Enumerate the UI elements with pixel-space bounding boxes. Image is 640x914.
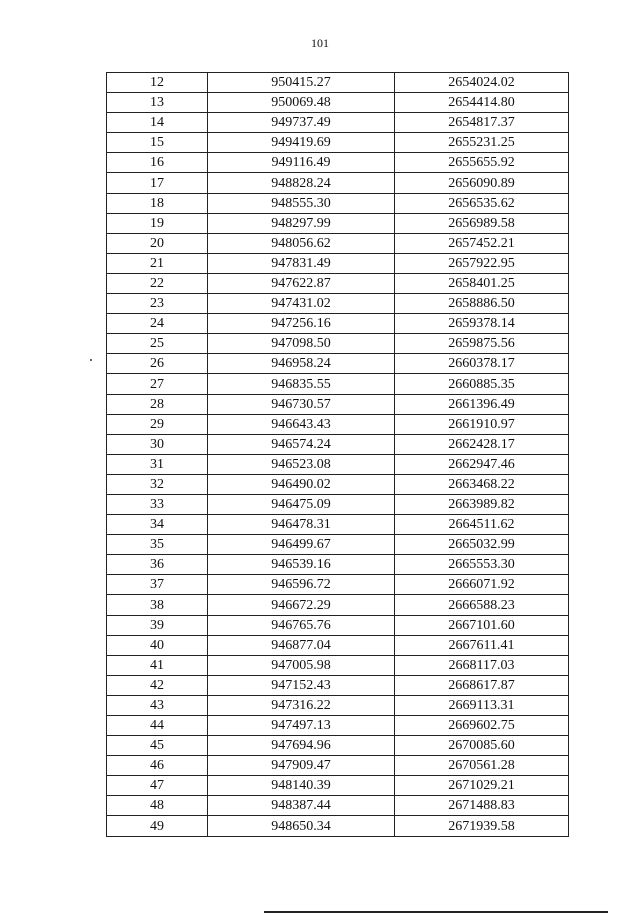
- y-coordinate-cell: 2666071.92: [395, 575, 569, 595]
- table-row: [107, 133, 569, 153]
- point-number-cell: 33: [107, 494, 208, 514]
- bottom-rule: [264, 911, 608, 913]
- table-row: [107, 655, 569, 675]
- point-number-cell: 44: [107, 716, 208, 736]
- table-row: [107, 93, 569, 113]
- y-coordinate-cell: 2671939.58: [395, 816, 569, 836]
- x-coordinate-cell: 946730.57: [208, 394, 395, 414]
- x-coordinate-cell: 948297.99: [208, 213, 395, 233]
- point-number-cell: 42: [107, 675, 208, 695]
- table-row: [107, 454, 569, 474]
- table-row: [107, 635, 569, 655]
- x-coordinate-cell: 947831.49: [208, 253, 395, 273]
- table-row: [107, 73, 569, 93]
- x-coordinate-cell: 947256.16: [208, 314, 395, 334]
- y-coordinate-cell: 2659378.14: [395, 314, 569, 334]
- y-coordinate-cell: 2661910.97: [395, 414, 569, 434]
- x-coordinate-cell: 949737.49: [208, 113, 395, 133]
- point-number-cell: 48: [107, 796, 208, 816]
- table-row: [107, 434, 569, 454]
- x-coordinate-cell: 946539.16: [208, 555, 395, 575]
- table-row: [107, 394, 569, 414]
- x-coordinate-cell: 947694.96: [208, 736, 395, 756]
- y-coordinate-cell: 2663989.82: [395, 494, 569, 514]
- point-number-cell: 19: [107, 213, 208, 233]
- y-coordinate-cell: 2660378.17: [395, 354, 569, 374]
- y-coordinate-cell: 2667611.41: [395, 635, 569, 655]
- point-number-cell: 12: [107, 73, 208, 93]
- y-coordinate-cell: 2661396.49: [395, 394, 569, 414]
- point-number-cell: 15: [107, 133, 208, 153]
- y-coordinate-cell: 2671488.83: [395, 796, 569, 816]
- x-coordinate-cell: 946490.02: [208, 474, 395, 494]
- point-number-cell: 16: [107, 153, 208, 173]
- x-coordinate-cell: 946596.72: [208, 575, 395, 595]
- x-coordinate-cell: 948387.44: [208, 796, 395, 816]
- y-coordinate-cell: 2666588.23: [395, 595, 569, 615]
- y-coordinate-cell: 2659875.56: [395, 334, 569, 354]
- table-row: [107, 776, 569, 796]
- x-coordinate-cell: 947497.13: [208, 716, 395, 736]
- y-coordinate-cell: 2656535.62: [395, 193, 569, 213]
- table-row: [107, 494, 569, 514]
- point-number-cell: 40: [107, 635, 208, 655]
- y-coordinate-cell: 2665032.99: [395, 535, 569, 555]
- table-row: [107, 816, 569, 836]
- table-row: [107, 153, 569, 173]
- y-coordinate-cell: 2656989.58: [395, 213, 569, 233]
- table-row: [107, 374, 569, 394]
- y-coordinate-cell: 2668117.03: [395, 655, 569, 675]
- point-number-cell: 36: [107, 555, 208, 575]
- x-coordinate-cell: 946499.67: [208, 535, 395, 555]
- x-coordinate-cell: 946672.29: [208, 595, 395, 615]
- page-number: 101: [311, 36, 329, 50]
- y-coordinate-cell: 2663468.22: [395, 474, 569, 494]
- x-coordinate-cell: 946475.09: [208, 494, 395, 514]
- y-coordinate-cell: 2668617.87: [395, 675, 569, 695]
- x-coordinate-cell: 948828.24: [208, 173, 395, 193]
- point-number-cell: 35: [107, 535, 208, 555]
- table-row: [107, 173, 569, 193]
- y-coordinate-cell: 2670561.28: [395, 756, 569, 776]
- point-number-cell: 18: [107, 193, 208, 213]
- y-coordinate-cell: 2662947.46: [395, 454, 569, 474]
- table-row: [107, 193, 569, 213]
- x-coordinate-cell: 948140.39: [208, 776, 395, 796]
- x-coordinate-cell: 950069.48: [208, 93, 395, 113]
- table-row: [107, 515, 569, 535]
- y-coordinate-cell: 2662428.17: [395, 434, 569, 454]
- y-coordinate-cell: 2669602.75: [395, 716, 569, 736]
- table-row: [107, 736, 569, 756]
- y-coordinate-cell: 2654817.37: [395, 113, 569, 133]
- point-number-cell: 43: [107, 695, 208, 715]
- table-row: [107, 575, 569, 595]
- y-coordinate-cell: 2670085.60: [395, 736, 569, 756]
- table-row: [107, 253, 569, 273]
- point-number-cell: 20: [107, 233, 208, 253]
- point-number-cell: 27: [107, 374, 208, 394]
- table-row: [107, 756, 569, 776]
- point-number-cell: 47: [107, 776, 208, 796]
- point-number-cell: 24: [107, 314, 208, 334]
- point-number-cell: 17: [107, 173, 208, 193]
- table-row: [107, 294, 569, 314]
- point-number-cell: 39: [107, 615, 208, 635]
- y-coordinate-cell: 2654414.80: [395, 93, 569, 113]
- table-row: [107, 675, 569, 695]
- point-number-cell: 32: [107, 474, 208, 494]
- x-coordinate-cell: 947431.02: [208, 294, 395, 314]
- coordinate-table-body: [107, 73, 569, 837]
- y-coordinate-cell: 2658886.50: [395, 294, 569, 314]
- y-coordinate-cell: 2671029.21: [395, 776, 569, 796]
- scan-speck: [90, 359, 92, 361]
- x-coordinate-cell: 946643.43: [208, 414, 395, 434]
- y-coordinate-cell: 2669113.31: [395, 695, 569, 715]
- x-coordinate-cell: 946574.24: [208, 434, 395, 454]
- point-number-cell: 26: [107, 354, 208, 374]
- table-row: [107, 555, 569, 575]
- table-row: [107, 695, 569, 715]
- x-coordinate-cell: 946958.24: [208, 354, 395, 374]
- table-row: [107, 595, 569, 615]
- y-coordinate-cell: 2658401.25: [395, 273, 569, 293]
- point-number-cell: 22: [107, 273, 208, 293]
- x-coordinate-cell: 948555.30: [208, 193, 395, 213]
- y-coordinate-cell: 2655655.92: [395, 153, 569, 173]
- table-row: [107, 113, 569, 133]
- point-number-cell: 45: [107, 736, 208, 756]
- table-row: [107, 615, 569, 635]
- y-coordinate-cell: 2655231.25: [395, 133, 569, 153]
- table-row: [107, 716, 569, 736]
- x-coordinate-cell: 947005.98: [208, 655, 395, 675]
- x-coordinate-cell: 948056.62: [208, 233, 395, 253]
- y-coordinate-cell: 2665553.30: [395, 555, 569, 575]
- table-row: [107, 535, 569, 555]
- y-coordinate-cell: 2660885.35: [395, 374, 569, 394]
- y-coordinate-cell: 2656090.89: [395, 173, 569, 193]
- point-number-cell: 41: [107, 655, 208, 675]
- table-row: [107, 474, 569, 494]
- table-row: [107, 213, 569, 233]
- point-number-cell: 46: [107, 756, 208, 776]
- x-coordinate-cell: 947152.43: [208, 675, 395, 695]
- point-number-cell: 14: [107, 113, 208, 133]
- table-row: [107, 354, 569, 374]
- x-coordinate-cell: 949419.69: [208, 133, 395, 153]
- x-coordinate-cell: 948650.34: [208, 816, 395, 836]
- point-number-cell: 23: [107, 294, 208, 314]
- table-row: [107, 314, 569, 334]
- point-number-cell: 28: [107, 394, 208, 414]
- point-number-cell: 21: [107, 253, 208, 273]
- x-coordinate-cell: 946835.55: [208, 374, 395, 394]
- point-number-cell: 30: [107, 434, 208, 454]
- point-number-cell: 29: [107, 414, 208, 434]
- x-coordinate-cell: 946478.31: [208, 515, 395, 535]
- y-coordinate-cell: 2667101.60: [395, 615, 569, 635]
- coordinate-table: [106, 72, 569, 837]
- point-number-cell: 49: [107, 816, 208, 836]
- x-coordinate-cell: 946877.04: [208, 635, 395, 655]
- y-coordinate-cell: 2664511.62: [395, 515, 569, 535]
- point-number-cell: 37: [107, 575, 208, 595]
- point-number-cell: 25: [107, 334, 208, 354]
- y-coordinate-cell: 2657922.95: [395, 253, 569, 273]
- x-coordinate-cell: 950415.27: [208, 73, 395, 93]
- point-number-cell: 34: [107, 515, 208, 535]
- table-row: [107, 334, 569, 354]
- x-coordinate-cell: 947316.22: [208, 695, 395, 715]
- x-coordinate-cell: 947622.87: [208, 273, 395, 293]
- y-coordinate-cell: 2654024.02: [395, 73, 569, 93]
- table-row: [107, 796, 569, 816]
- table-row: [107, 414, 569, 434]
- x-coordinate-cell: 946765.76: [208, 615, 395, 635]
- x-coordinate-cell: 947098.50: [208, 334, 395, 354]
- point-number-cell: 13: [107, 93, 208, 113]
- table-row: [107, 273, 569, 293]
- x-coordinate-cell: 949116.49: [208, 153, 395, 173]
- point-number-cell: 31: [107, 454, 208, 474]
- x-coordinate-cell: 946523.08: [208, 454, 395, 474]
- point-number-cell: 38: [107, 595, 208, 615]
- x-coordinate-cell: 947909.47: [208, 756, 395, 776]
- table-row: [107, 233, 569, 253]
- y-coordinate-cell: 2657452.21: [395, 233, 569, 253]
